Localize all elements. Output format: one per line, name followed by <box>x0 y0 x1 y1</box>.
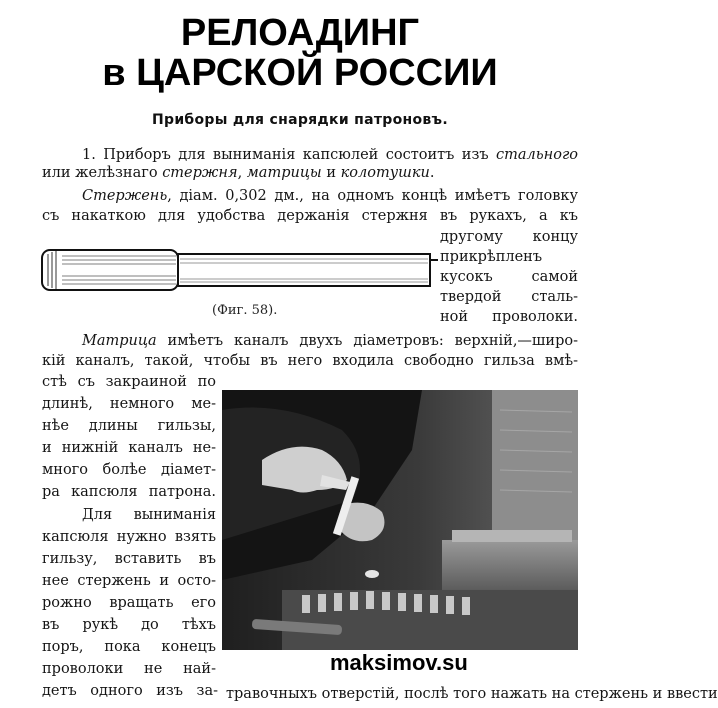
para4-side-line-8: проволоки не най- <box>42 661 216 677</box>
para1-text: 1. Приборъ для выниманія капсюлей состоитъ изъ <box>82 147 497 163</box>
para2-side-line-2: прикрѣпленъ <box>440 249 543 265</box>
para3-side-line-5: много болѣе діамет- <box>42 462 216 478</box>
para2-line-2: съ накаткою для удобства держанія стержня въ рукахъ, а къ <box>42 208 578 224</box>
para3-text: имѣетъ каналъ двухъ діаметровъ: верхній,—широ- <box>156 333 578 349</box>
para1-line-2 <box>42 164 435 182</box>
figure-caption: (Фиг. 58). <box>212 303 278 318</box>
term-matrix-heading: Матрица <box>82 333 157 349</box>
para2-side-line-4: твердой сталь- <box>440 289 578 305</box>
para4-side-line-3: гильзу, вставить въ <box>42 551 216 567</box>
para2-side-line-1: другому концу <box>440 229 578 245</box>
photo-hands-decapping <box>222 390 578 650</box>
site-watermark: maksimov.su <box>330 650 468 675</box>
para4-side-line-7: поръ, пока конецъ <box>42 639 216 655</box>
reloading-photo <box>222 390 578 650</box>
para3-side-line-6: ра капсюля патрона. <box>42 484 216 500</box>
term-mallet: колотушки <box>340 165 430 181</box>
term-matrix: матрицы <box>246 165 322 181</box>
para2-side-line-3: кусокъ самой <box>440 269 578 285</box>
section-title: Приборы для снарядки патроновъ. <box>151 112 448 128</box>
para3-side-line-2: длинѣ, немного ме- <box>42 396 216 412</box>
para4-side-line-5: рожно вращать его <box>42 595 216 611</box>
term-rod: стержня <box>162 165 238 181</box>
headline-line-1: РЕЛОАДИНГ <box>180 12 420 54</box>
para3-line-2: кій каналъ, такой, чтобы въ него входила свободно гильза вмѣ- <box>42 353 578 369</box>
para1-punct: , <box>237 165 247 181</box>
para4-side-line-2: капсюля нужно взять <box>42 529 216 545</box>
para1-line-1 <box>82 146 578 164</box>
para1-conj: и <box>321 165 341 181</box>
rod-tool-illustration <box>38 246 438 296</box>
para3-side-line-3: нѣе длины гильзы, <box>42 418 216 434</box>
para4-side-line-4: нее стержень и осто- <box>42 573 216 589</box>
para4-last-line: травочныхъ отверстій, послѣ того нажать на стержень и ввести <box>226 686 718 702</box>
para2-side-line-5: ной проволоки. <box>440 309 578 325</box>
para1-end: . <box>429 165 435 181</box>
para3-side-line-4: и нижній каналъ не- <box>42 440 216 456</box>
para4-side-line-1: Для выниманія <box>82 507 216 523</box>
para1-text: или желѣзнаго <box>42 165 163 181</box>
para4-side-line-9: детъ одного изъ за- <box>42 683 218 699</box>
para3-side-line-1: стѣ съ закраиной по <box>42 374 216 390</box>
para2-line-1 <box>82 187 578 205</box>
headline-line-2: в ЦАРСКОЙ РОССИИ <box>102 52 498 94</box>
term-rod-heading: Стержень <box>82 188 168 204</box>
para3-line-1 <box>82 332 578 350</box>
para4-side-line-6: въ рукѣ до тѣхъ <box>42 617 216 633</box>
para1-material-term: стального <box>496 147 578 163</box>
para2-text: , діам. 0,302 дм., на одномъ концѣ имѣетъ головку <box>167 188 578 204</box>
